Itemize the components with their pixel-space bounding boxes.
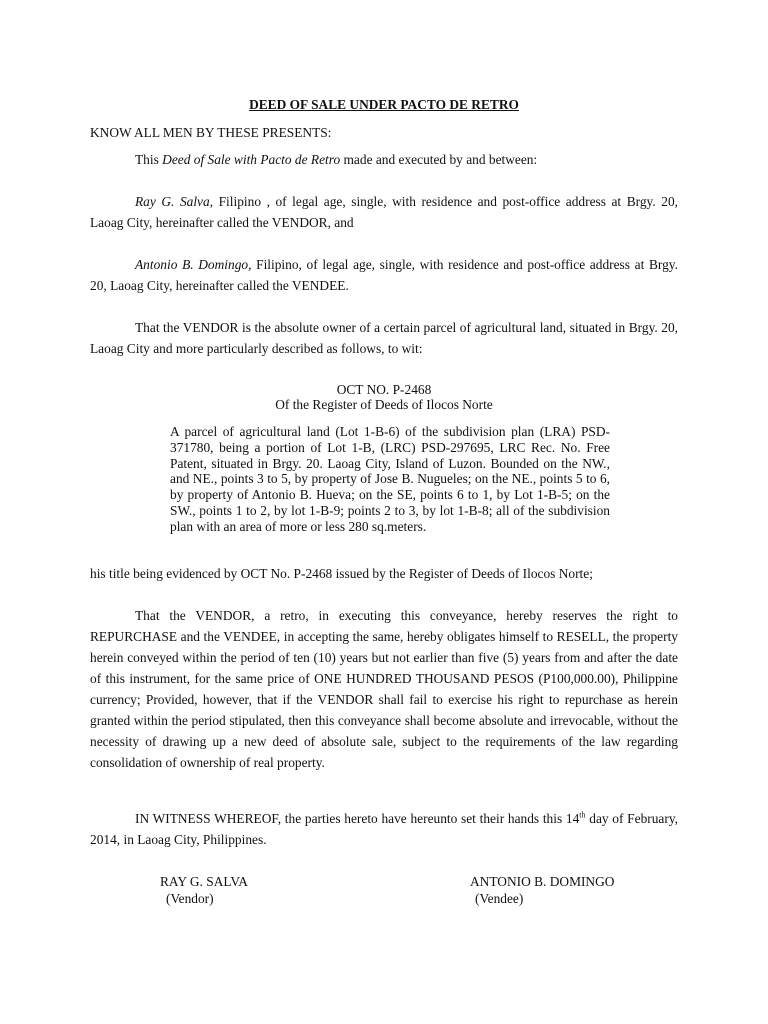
title-evidence: his title being evidenced by OCT No. P-2468 issued by the Register of Deeds of Ilocos Norte; bbox=[90, 566, 593, 581]
vendee-signatory-name: ANTONIO B. DOMINGO bbox=[470, 874, 615, 889]
vendee-paragraph bbox=[90, 254, 678, 296]
vendor-signatory-role: (Vendor) bbox=[166, 891, 214, 906]
vendee-signatory-role: (Vendee) bbox=[475, 891, 524, 906]
oct-registry: Of the Register of Deeds of Ilocos Norte bbox=[275, 397, 493, 412]
vendor-paragraph bbox=[90, 191, 678, 233]
vendor-name: Ray G. Salva bbox=[135, 194, 210, 209]
intro-paragraph bbox=[135, 152, 537, 168]
opening-line: KNOW ALL MEN BY THESE PRESENTS: bbox=[90, 125, 332, 140]
vendor-text: , Filipino , of legal age, single, with residence and post-office address at Brgy. 20, Laoag City, hereinafter called the VENDOR, and bbox=[90, 194, 679, 230]
intro-post: made and executed by and between: bbox=[340, 152, 538, 167]
vendor-signature-block bbox=[160, 873, 248, 907]
vendor-signatory-name: RAY G. SALVA bbox=[160, 874, 248, 889]
vendee-text: , Filipino, of legal age, single, with residence and post-office address at Brgy. 20, Laoag City, hereinafter called the VENDEE. bbox=[90, 257, 678, 293]
intro-pre: This bbox=[135, 152, 163, 167]
witness-sup: th bbox=[579, 810, 586, 820]
retro-paragraph: That the VENDOR, a retro, in executing this conveyance, hereby reserves the right to REPURCHASE and the VENDEE, in accepting the same, hereby obligates himself to RESELL, the property herein conveyed within the period of ten (10) years but not earlier than five (5) years from and after the date of this instrument, for the same price of ONE HUNDRED THOUSAND PESOS (P100,000.00), Philippine currency; Provided, however, that if the VENDOR shall fail to exercise his right to repurchase as herein granted within the period stipulated, then this conveyance shall become absolute and irrevocable, without the necessity of drawing up a new deed of absolute sale, subject to the requirements of the law regarding consolidation of ownership of real property. bbox=[90, 608, 678, 770]
vendee-signature-block bbox=[470, 873, 614, 907]
intro-deed-name: Deed of Sale with Pacto de Retro bbox=[162, 152, 341, 167]
witness-post: day of February, 2014, in Laoag City, Philippines. bbox=[90, 811, 678, 847]
vendee-name: Antonio B. Domingo bbox=[135, 257, 249, 272]
witness-paragraph bbox=[90, 808, 678, 850]
ownership-paragraph: That the VENDOR is the absolute owner of a certain parcel of agricultural land, situated in Brgy. 20, Laoag City and more particularly described as follows, to wit: bbox=[90, 320, 678, 356]
land-description: A parcel of agricultural land (Lot 1-B-6) of the subdivision plan (LRA) PSD-371780, being a portion of Lot 1-B, (LRC) PSD-297695, LRC Rec. No. Free Patent, situated in Brgy. 20. Laoag City, Island of Luzon. Bounded on the NW., and NE., points 3 to 5, by property of Jose B. Nugueles; on the NE., points 5 to 6, by property of Antonio B. Hueva; on the SE, points 6 to 1, by Lot 1-B-5; on the SW., points 1 to 2, by lot 1-B-9; points 2 to 3, by lot 1-B-8; all of the subdivision plan with an area of more or less 280 sq.meters. bbox=[170, 424, 610, 534]
document-title: DEED OF SALE UNDER PACTO DE RETRO bbox=[249, 97, 519, 112]
witness-pre: IN WITNESS WHEREOF, the parties hereto have hereunto set their hands this 14 bbox=[135, 811, 580, 826]
oct-number: OCT NO. P-2468 bbox=[336, 382, 432, 397]
